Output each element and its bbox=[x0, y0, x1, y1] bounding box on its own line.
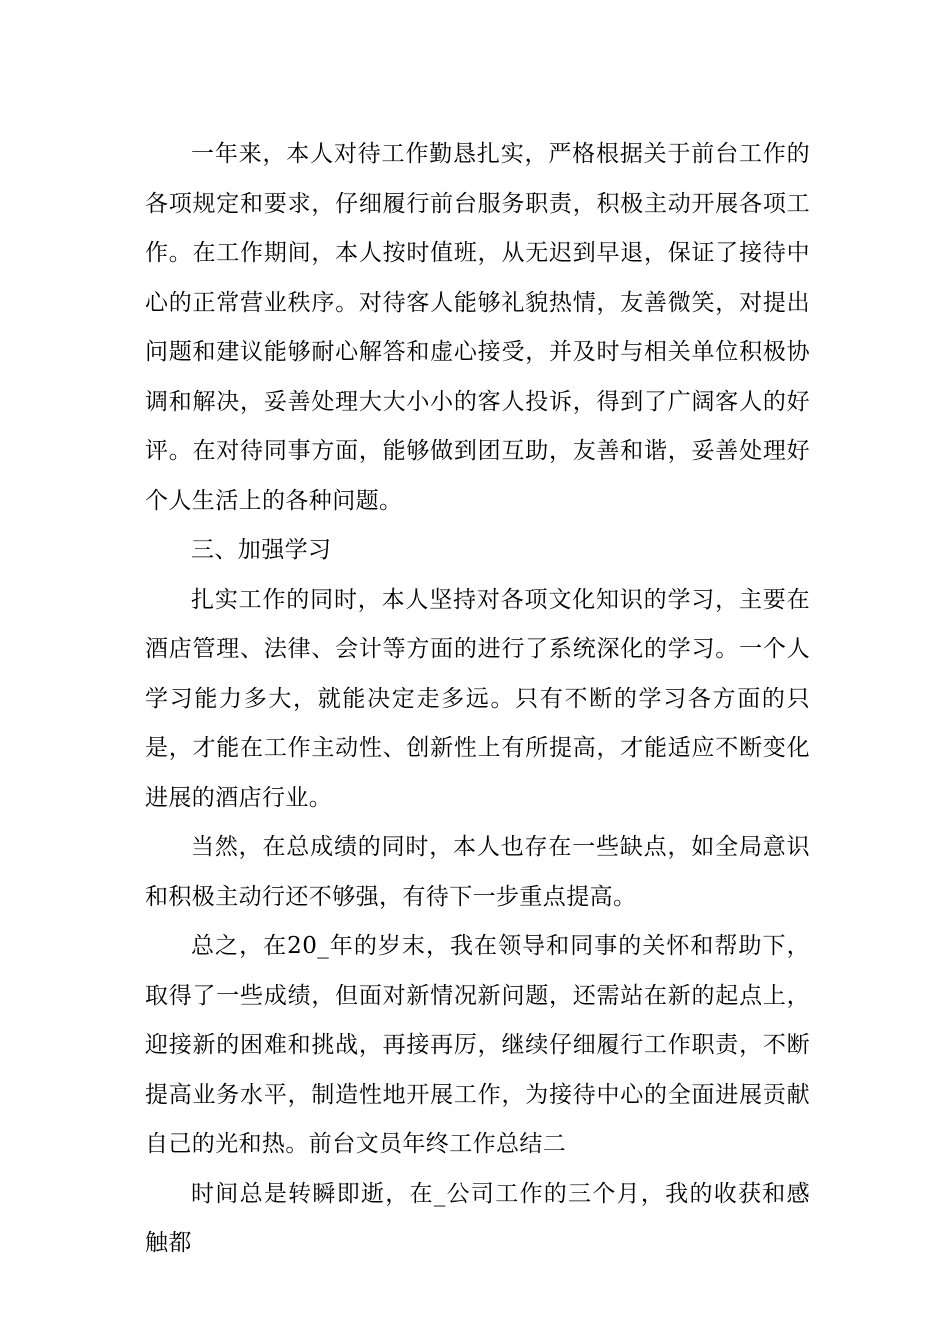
document-body bbox=[145, 130, 810, 1269]
paragraph-second-summary-intro: 时间总是转瞬即逝，在_公司工作的三个月，我的收获和感触都 bbox=[145, 1180, 810, 1256]
paragraph-shortcomings: 当然，在总成绩的同时，本人也存在一些缺点，如全局意识和积极主动行还不够强，有待下一步重点提高。 bbox=[145, 834, 810, 910]
paragraph-conclusion: 总之，在20_年的岁末，我在领导和同事的关怀和帮助下，取得了一些成绩，但面对新情况新问题，还需站在新的起点上，迎接新的困难和挑战，再接再厉，继续仔细履行工作职责，不断提高业务水平，制造性地开展工作，为接待中心的全面进展贡献自己的光和热。前台文员年终工作总结二 bbox=[145, 933, 810, 1157]
paragraph-learning: 扎实工作的同时，本人坚持对各项文化知识的学习，主要在酒店管理、法律、会计等方面的进行了系统深化的学习。一个人学习能力多大，就能决定走多远。只有不断的学习各方面的只是，才能在工作主动性、创新性上有所提高，才能适应不断变化进展的酒店行业。 bbox=[145, 586, 810, 811]
paragraph-work-attitude: 一年来，本人对待工作勤恳扎实，严格根据关于前台工作的各项规定和要求，仔细履行前台服务职责，积极主动开展各项工作。在工作期间，本人按时值班，从无迟到早退，保证了接待中心的正常营业秩序。对待客人能够礼貌热情，友善微笑，对提出问题和建议能够耐心解答和虚心接受，并及时与相关单位积极协调和解决，妥善处理大大小小的客人投诉，得到了广阔客人的好评。在对待同事方面，能够做到团互助，友善和谐，妥善处理好个人生活上的各种问题。 bbox=[145, 141, 810, 514]
section-heading-strengthen-learning: 三、加强学习 bbox=[191, 537, 332, 563]
